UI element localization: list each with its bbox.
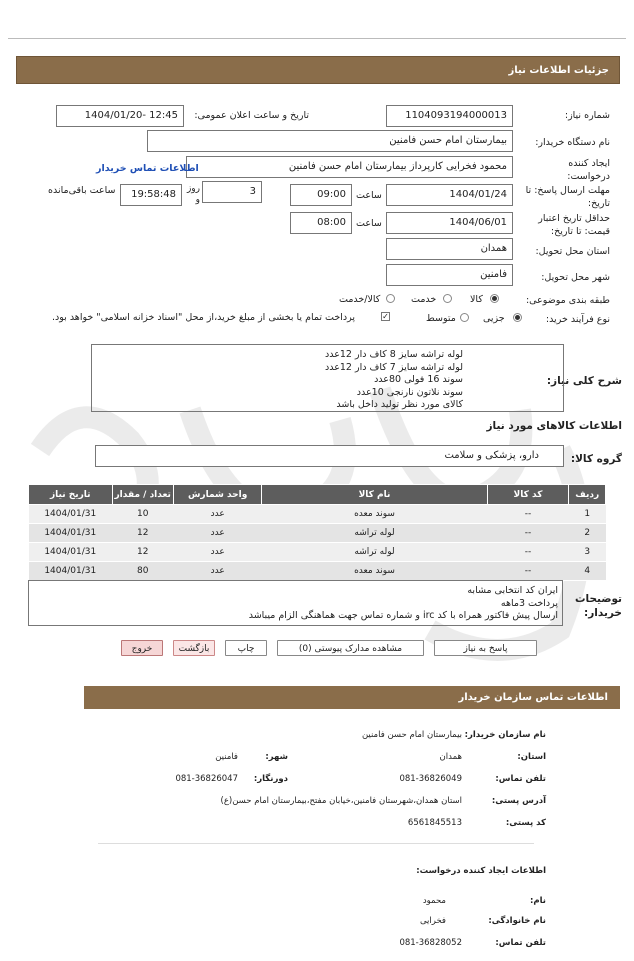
category-option-both: کالا/خدمت (339, 294, 381, 305)
page-header: جزئیات اطلاعات نیاز (16, 56, 620, 84)
contact-city-label: شهر: (265, 752, 288, 762)
contact-org-value: بیمارستان امام حسن فامنین (361, 730, 462, 740)
deadline-label: مهلت ارسال پاسخ: تا تاریخ: (525, 185, 610, 209)
col-item-name: نام کالا (262, 485, 487, 505)
city-label: شهر محل تحویل: (541, 272, 610, 283)
creator-name-value: محمود (422, 896, 446, 906)
exit-button[interactable]: خروج (121, 640, 163, 656)
treasury-note: پرداخت تمام یا بخشی از مبلغ خرید،از محل "اسناد خزانه اسلامی" خواهد بود. (52, 312, 355, 323)
cell-row: 4 (569, 562, 606, 581)
treasury-checkbox[interactable]: ✓ (382, 312, 389, 321)
category-label: طبقه بندی موضوعی: (525, 295, 610, 306)
summary-line: لوله تراشه سایز 8 کاف دار 12عدد (325, 349, 463, 360)
need-number-field: 1104093194000013 (386, 105, 513, 127)
category-option-goods: کالا (470, 294, 483, 305)
cell-unit: عدد (173, 543, 262, 562)
contact-fax-value: 081-36826047 (175, 774, 238, 784)
goods-group-field: دارو، پزشکی و سلامت (95, 445, 564, 467)
summary-line: لوله تراشه سایز 7 کاف دار 12عدد (325, 361, 463, 373)
cell-need-date: 1404/01/31 (29, 543, 113, 562)
cell-row: 1 (569, 505, 606, 524)
buyer-notes-box (28, 580, 563, 626)
contact-phone-value: 081-36826049 (399, 774, 462, 784)
col-item-code: کد کالا (487, 485, 569, 505)
category-radio-goods[interactable] (490, 294, 499, 303)
deadline-time-field: 09:00 (290, 184, 352, 206)
col-row: ردیف (569, 485, 606, 505)
contact-info-link[interactable]: اطلاعات تماس خریدار (96, 163, 199, 174)
price-valid-label: حداقل تاریخ اعتبار قیمت: تا تاریخ: (538, 213, 610, 237)
cell-need-date: 1404/01/31 (29, 562, 113, 581)
table-row (29, 562, 606, 581)
need-number-label: شماره نیاز: (564, 110, 610, 121)
top-divider (8, 38, 626, 39)
price-valid-date-field: 1404/06/01 (386, 212, 513, 234)
col-need-date: تاریخ نیاز (29, 485, 113, 505)
category-option-service: خدمت (411, 294, 437, 305)
cell-quantity: 10 (112, 505, 173, 524)
buyer-org-field: بیمارستان امام حسن فامنین (147, 130, 513, 152)
goods-section-title: اطلاعات کالاهای مورد نیاز (486, 420, 622, 432)
remaining-time-field: 19:58:48 (120, 184, 182, 206)
creator-phone-label: تلفن تماس: (495, 938, 546, 948)
cell-row: 3 (569, 543, 606, 562)
goods-group-label: گروه کالا: (570, 453, 622, 465)
contact-org-label: نام سازمان خریدار: (464, 730, 546, 740)
city-field: فامنین (386, 264, 513, 286)
attachments-button[interactable]: مشاهده مدارک پیوستی (0) (277, 640, 424, 656)
category-radio-both[interactable] (386, 294, 395, 303)
cell-row: 2 (569, 524, 606, 543)
cell-item-code: -- (487, 543, 569, 562)
buyer-note-line: ارسال پیش فاکتور همراه با کد irc و شماره تماس جهت هماهنگی الزام میباشد (248, 610, 558, 621)
cell-item-code: -- (487, 524, 569, 543)
contact-fax-label: دورنگار: (253, 774, 288, 784)
cell-item-name: لوله تراشه (262, 543, 487, 562)
summary-label: شرح کلی نیاز: (546, 375, 622, 387)
deadline-date-field: 1404/01/24 (386, 184, 513, 206)
contact-divider (98, 843, 534, 844)
cell-need-date: 1404/01/31 (29, 505, 113, 524)
contact-postal-label: کد پستی: (505, 818, 546, 828)
creator-family-label: نام خانوادگی: (488, 916, 546, 926)
days-field: 3 (202, 181, 262, 203)
creator-info-title: اطلاعات ایجاد کننده درخواست: (416, 866, 546, 876)
cell-item-name: سوند معده (262, 505, 487, 524)
cell-unit: عدد (173, 505, 262, 524)
table-row (29, 524, 606, 543)
back-button[interactable]: بازگشت (173, 640, 215, 656)
cell-quantity: 80 (112, 562, 173, 581)
summary-line: سوند نلاتون نارنجی 10عدد (356, 386, 463, 398)
print-button[interactable]: چاپ (225, 640, 267, 656)
contact-address-label: آدرس پستی: (491, 796, 546, 806)
table-row (29, 505, 606, 524)
category-radio-service[interactable] (443, 294, 452, 303)
contact-address-value: استان همدان،شهرستان فامنین،خیابان مفتح،بیمارستان امام حسن(ع) (220, 796, 462, 806)
contact-postal-value: 6561845513 (407, 818, 462, 828)
summary-box (91, 344, 564, 412)
purchase-option-minor: جزیی (483, 313, 505, 324)
contact-header: اطلاعات تماس سازمان خریدار (84, 686, 620, 709)
cell-item-code: -- (487, 505, 569, 524)
province-label: استان محل تحویل: (535, 246, 610, 257)
cell-quantity: 12 (112, 543, 173, 562)
cell-unit: عدد (173, 562, 262, 581)
remaining-label: ساعت باقی‌مانده (48, 185, 116, 196)
creator-name-label: نام: (529, 896, 546, 906)
buyer-note-line: پرداخت 3ماهه (500, 597, 558, 609)
cell-item-name: لوله تراشه (262, 524, 487, 543)
creator-field: محمود فخرایی کارپرداز بیمارستان امام حسن فامنین (186, 156, 513, 178)
creator-family-value: فخرایی (419, 916, 446, 926)
purchase-radio-minor[interactable] (513, 313, 522, 322)
col-unit: واحد شمارش (173, 485, 262, 505)
deadline-time-label: ساعت (356, 190, 382, 201)
cell-unit: عدد (173, 524, 262, 543)
summary-line: کالای مورد نظر تولید داخل باشد (336, 399, 463, 410)
cell-item-code: -- (487, 562, 569, 581)
cell-quantity: 12 (112, 524, 173, 543)
cell-need-date: 1404/01/31 (29, 524, 113, 543)
goods-table (28, 484, 606, 581)
contact-phone-label: تلفن تماس: (495, 774, 546, 784)
col-quantity: تعداد / مقدار (112, 485, 173, 505)
table-row (29, 543, 606, 562)
contact-province-value: همدان (439, 752, 462, 762)
contact-province-label: استان: (517, 752, 546, 762)
price-valid-time-field: 08:00 (290, 212, 352, 234)
days-label: روز و (186, 184, 200, 205)
purchase-option-medium: متوسط (426, 313, 456, 324)
buyer-note-line: ایران کد انتخابی مشابه (467, 585, 558, 596)
province-field: همدان (386, 238, 513, 260)
reply-button[interactable]: پاسخ به نیاز (434, 640, 537, 656)
creator-label: ایجاد کننده درخواست: (567, 158, 610, 182)
contact-city-value: فامنین (215, 752, 238, 762)
purchase-type-label: نوع فرآیند خرید: (545, 314, 610, 325)
creator-phone-value: 081-36828052 (399, 938, 462, 948)
purchase-radio-medium[interactable] (460, 313, 469, 322)
buyer-notes-label: توضیحات خریدار: (574, 593, 622, 619)
cell-item-name: سوند معده (262, 562, 487, 581)
announce-field: 1404/01/20- 12:45 (56, 105, 184, 127)
buyer-org-label: نام دستگاه خریدار: (535, 137, 610, 148)
summary-line: سوند 16 فولی 80عدد (374, 374, 463, 385)
announce-label: تاریخ و ساعت اعلان عمومی: (194, 110, 309, 121)
price-valid-time-label: ساعت (356, 218, 382, 229)
